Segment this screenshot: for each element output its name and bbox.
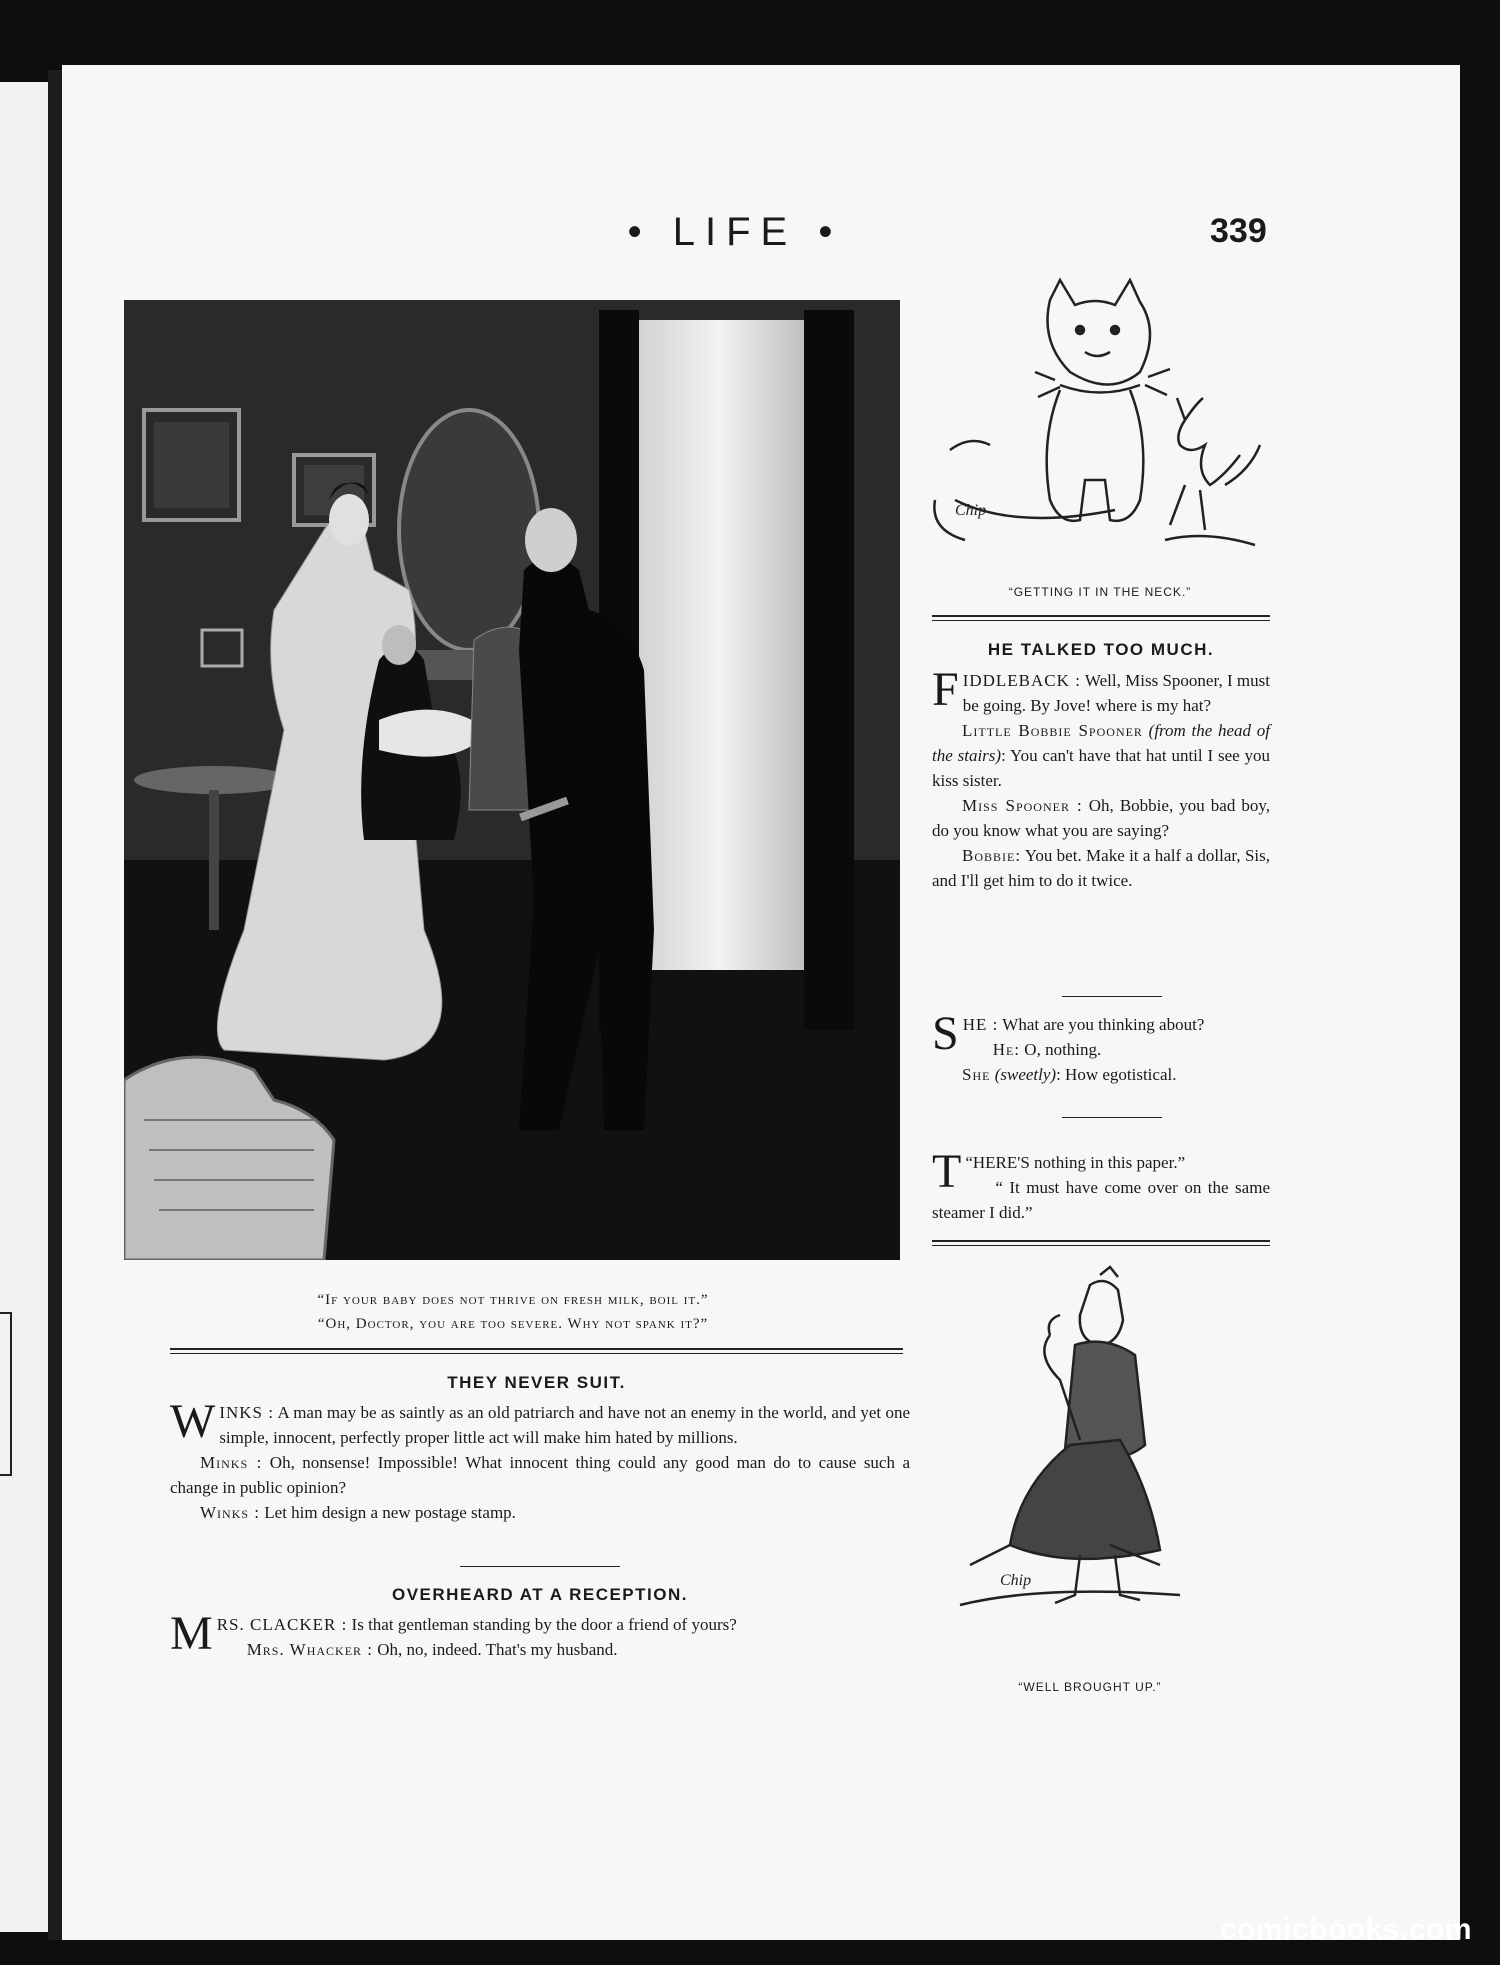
left-page-edge xyxy=(0,82,48,1932)
speaker-bobbie: Little Bobbie Spooner xyxy=(962,721,1143,740)
bulldog-and-terrier-drawing xyxy=(930,270,1280,570)
watermark-text: comicbooks.com xyxy=(1219,1913,1472,1946)
section-divider xyxy=(932,615,1270,621)
window-curtain xyxy=(629,320,809,970)
stage-direction: (sweetly) xyxy=(994,1065,1057,1084)
minks-line: Oh, nonsense! Impossible! What innocent thing could any good man do to cause such a change in public opinion? xyxy=(170,1453,910,1497)
speaker-bobbie: Bobbie: xyxy=(962,846,1022,865)
mrs-whacker-line: Oh, no, indeed. That's my husband. xyxy=(373,1640,618,1659)
stage-direction: (from the head of the stairs) xyxy=(932,721,1270,765)
suit-heading: THEY NEVER SUIT. xyxy=(447,1373,626,1392)
paper-line-1: HERE'S nothing in this paper.” xyxy=(972,1153,1186,1172)
short-divider xyxy=(1062,1117,1162,1118)
speaker-miss-spooner: Miss Spooner : xyxy=(962,796,1083,815)
he-line: O, nothing. xyxy=(1020,1040,1102,1059)
winks-reply-line: Let him design a new postage stamp. xyxy=(260,1503,516,1522)
suit-article xyxy=(170,1395,910,1525)
paper-line-2: “ It must have come over on the same steamer I did.” xyxy=(932,1178,1270,1222)
drop-cap: W xyxy=(170,1395,216,1448)
caption-line-1: “If your baby does not thrive on fresh milk, boil it.” xyxy=(317,1292,709,1308)
section-divider xyxy=(170,1348,903,1354)
lady-cartoon-caption: “WELL BROUGHT UP.” xyxy=(1018,1680,1162,1694)
mrs-clacker-line: Is that gentleman standing by the door a friend of yours? xyxy=(347,1615,737,1634)
speaker-he: He: xyxy=(992,1040,1021,1059)
open-quote: “ xyxy=(965,1153,973,1172)
lady-cartoon xyxy=(940,1265,1220,1635)
bobbie-line: : You can't have that hat until I see you kiss sister. xyxy=(932,746,1270,790)
speaker-fiddleback: IDDLEBACK : xyxy=(962,671,1081,690)
vanity-mirror xyxy=(399,410,539,650)
lady-with-umbrella-drawing xyxy=(940,1265,1220,1635)
reception-article xyxy=(170,1607,910,1662)
masthead-title: • LIFE • xyxy=(627,210,843,254)
dog-cartoon xyxy=(930,270,1280,570)
drop-cap: F xyxy=(932,663,959,716)
short-divider xyxy=(460,1566,620,1567)
book-spine xyxy=(48,70,62,1940)
talked-heading: HE TALKED TOO MUCH. xyxy=(987,640,1215,659)
fiddleback-line: Well, Miss Spooner, I must be going. By Jove! where is my hat? xyxy=(962,671,1270,715)
illustration-caption xyxy=(125,1288,901,1336)
lady-cartoon-signature: Chip xyxy=(1000,1572,1032,1589)
caption-line-2: “Oh, Doctor, you are too severe. Why not spank it?” xyxy=(317,1316,709,1332)
speaker-mrs-clacker: RS. CLACKER : xyxy=(216,1615,348,1634)
she-line: What are you thinking about? xyxy=(998,1015,1205,1034)
speaker-she: HE : xyxy=(962,1015,999,1034)
paper-joke xyxy=(932,1145,1270,1225)
drop-cap: T xyxy=(932,1145,962,1198)
dog-cartoon-caption: “GETTING IT IN THE NECK.” xyxy=(1008,585,1192,599)
winks-line: A man may be as saintly as an old patriarch and have not an enemy in the world, and yet one simple, innocent, perfectly proper little act will make him hated by millions. xyxy=(219,1403,910,1447)
talked-article xyxy=(932,663,1270,893)
drop-cap: S xyxy=(932,1007,959,1060)
bobbie-reply-line: You bet. Make it a half a dollar, Sis, and I'll get him to do it twice. xyxy=(932,846,1270,890)
page-number: 339 xyxy=(1210,212,1267,250)
miss-spooner-line: Oh, Bobbie, you bad boy, do you know what you are saying? xyxy=(932,796,1270,840)
speaker-mrs-whacker: Mrs. Whacker : xyxy=(246,1640,374,1659)
speaker-winks: Winks : xyxy=(200,1503,261,1522)
dog-cartoon-signature: Chip xyxy=(955,502,987,519)
speaker-winks: INKS : xyxy=(219,1403,275,1422)
reception-heading: OVERHEARD AT A RECEPTION. xyxy=(392,1585,688,1604)
short-divider xyxy=(1062,996,1162,997)
section-divider xyxy=(932,1240,1270,1246)
she-joke xyxy=(932,1007,1270,1087)
speaker-she: She xyxy=(962,1065,991,1084)
she-reply-line: : How egotistical. xyxy=(1056,1065,1177,1084)
main-illustration xyxy=(124,300,900,1260)
parlor-scene-illustration xyxy=(124,300,900,1260)
speaker-minks: Minks : xyxy=(200,1453,263,1472)
drop-cap: M xyxy=(170,1607,213,1660)
